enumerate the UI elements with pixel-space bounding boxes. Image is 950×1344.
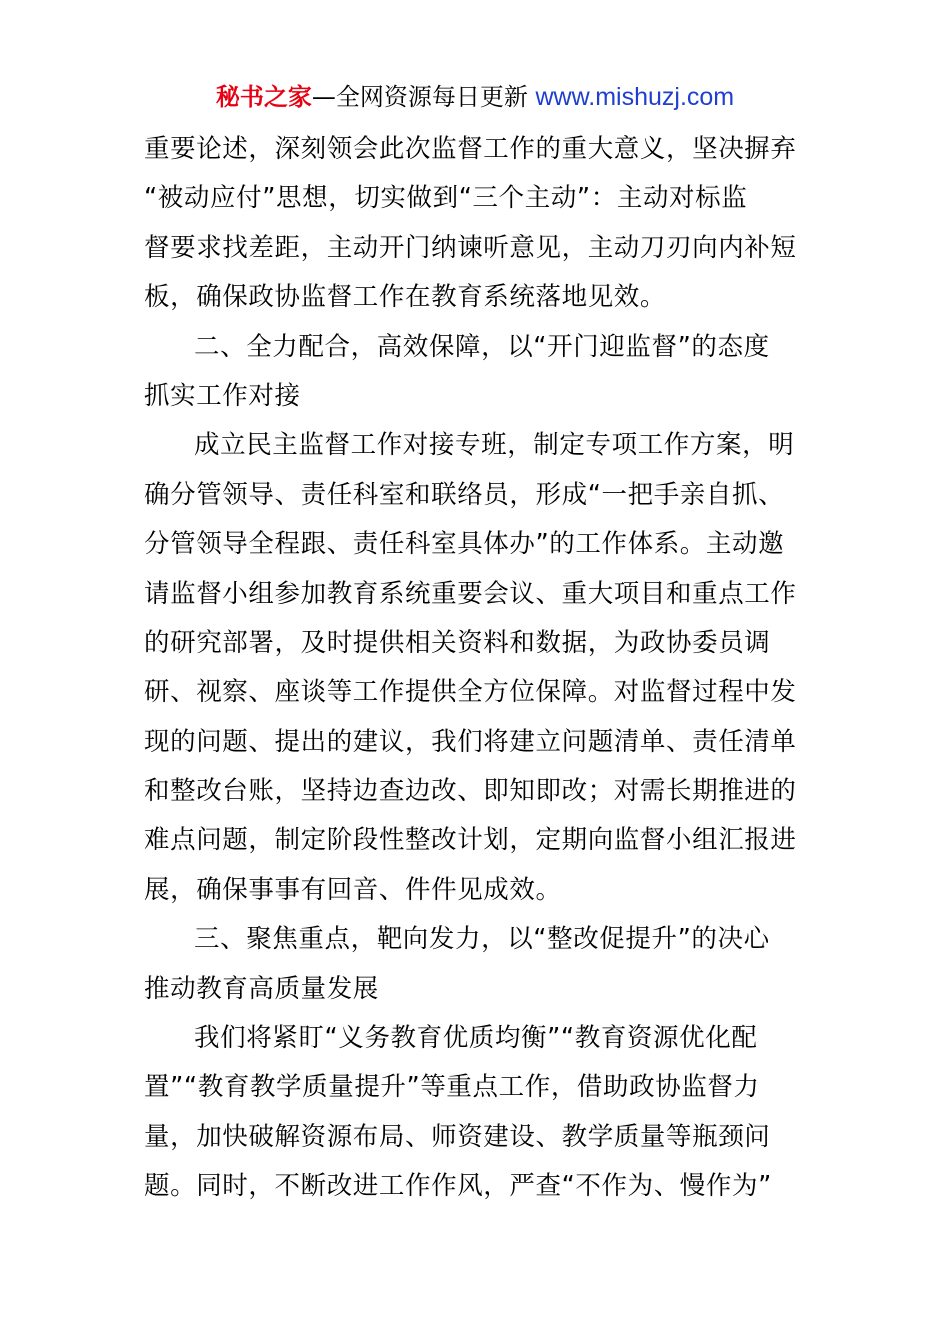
text-line: 重要论述，深刻领会此次监督工作的重大意义，坚决摒弃	[144, 134, 797, 164]
section-heading-cont: 抓实工作对接	[144, 380, 301, 411]
text-line: 请监督小组参加教育系统重要会议、重大项目和重点工作	[144, 578, 797, 609]
text-line: 量，加快破解资源布局、师资建设、教学质量等瓶颈问	[144, 1121, 771, 1152]
section-heading-cont: 推动教育高质量发展	[144, 973, 379, 1004]
text-line: 展，确保事事有回音、件件见成效。	[144, 874, 562, 905]
section-heading: 三、聚焦重点，靶向发力，以“整改促提升”的决心	[194, 924, 770, 955]
text-line: 和整改台账，坚持边查边改、即知即改；对需长期推进的	[144, 776, 797, 807]
header-slogan: —全网资源每日更新	[311, 83, 536, 111]
page-header	[0, 82, 950, 112]
text-line: 题。同时，不断改进工作作风，严查“不作为、慢作为”	[144, 1171, 772, 1202]
document-body	[144, 125, 812, 1212]
text-line: “被动应付”思想，切实做到“三个主动”：主动对标监	[144, 183, 748, 214]
text-line: 确分管领导、责任科室和联络员，形成“一把手亲自抓、	[144, 479, 785, 510]
text-line: 板，确保政协监督工作在教育系统落地见效。	[144, 282, 667, 313]
text-line: 的研究部署，及时提供相关资料和数据，为政协委员调	[144, 627, 771, 658]
text-line: 置”“教育教学质量提升”等重点工作，借助政协监督力	[144, 1072, 760, 1103]
text-line: 分管领导全程跟、责任科室具体办”的工作体系。主动邀	[144, 529, 785, 560]
brand-name: 秘书之家	[215, 83, 312, 111]
website-link[interactable]: www.mishuzj.com	[535, 83, 735, 111]
text-line: 难点问题，制定阶段性整改计划，定期向监督小组汇报进	[144, 825, 797, 856]
paragraph-start: 我们将紧盯“义务教育优质均衡”“教育资源优化配	[194, 1023, 758, 1054]
text-line: 现的问题、提出的建议，我们将建立问题清单、责任清单	[144, 726, 797, 757]
text-line: 研、视察、座谈等工作提供全方位保障。对监督过程中发	[144, 677, 797, 708]
paragraph-start: 成立民主监督工作对接专班，制定专项工作方案，明	[194, 430, 795, 461]
section-heading: 二、全力配合，高效保障，以“开门迎监督”的态度	[194, 331, 770, 362]
text-line: 督要求找差距，主动开门纳谏听意见，主动刀刃向内补短	[144, 232, 797, 263]
